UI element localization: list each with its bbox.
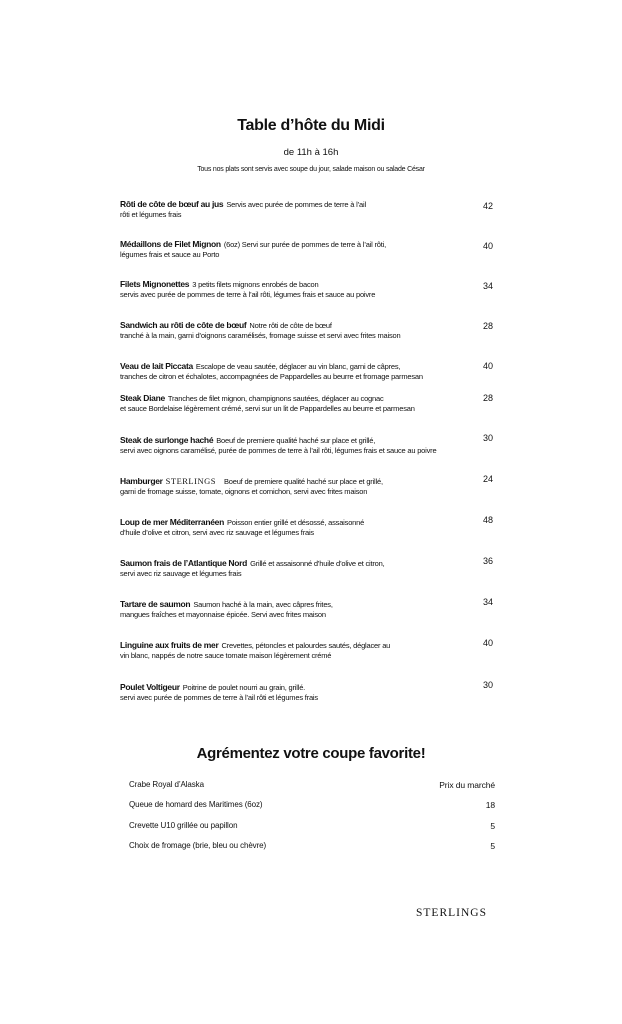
addon-price: 5 bbox=[490, 841, 495, 851]
menu-item bbox=[120, 558, 520, 579]
menu-item bbox=[120, 320, 520, 341]
dish-price: 42 bbox=[483, 201, 494, 211]
addon-price: Prix du marché bbox=[439, 780, 495, 790]
menu-item bbox=[120, 517, 520, 538]
dish-description: Boeuf de premiere qualité haché sur place et grillé, bbox=[216, 436, 376, 445]
dish-price: 40 bbox=[483, 638, 494, 648]
dish-description-cont: et sauce Bordelaise légèrement crémé, servi sur un lit de Pappardelles au beurre et parmesan bbox=[120, 404, 415, 413]
addon-price: 5 bbox=[490, 821, 495, 831]
dish-description: Poitrine de poulet nourri au grain, grillé. bbox=[182, 683, 306, 692]
dish-description: Grillé et assaisonné d’huile d’olive et citron, bbox=[250, 559, 385, 568]
dish-price: 24 bbox=[483, 474, 494, 484]
addon-item bbox=[129, 841, 495, 850]
dish-price: 40 bbox=[483, 241, 494, 251]
dish-description-cont: mangues fraîches et mayonnaise épicée. Servi avec frites maison bbox=[120, 610, 326, 619]
dish-description-cont: tranché à la main, garni d’oignons caramélisés, fromage suisse et servi avec frites maison bbox=[120, 331, 401, 340]
dish-description-cont: servis avec purée de pommes de terre à l’ail rôti, légumes frais et sauce au poivre bbox=[120, 290, 376, 299]
addon-price: 18 bbox=[485, 800, 495, 810]
dish-price: 34 bbox=[483, 597, 494, 607]
dish-name: Saumon frais de l’Atlantique Nord bbox=[120, 558, 248, 568]
dish-name: Linguine aux fruits de mer bbox=[120, 640, 219, 650]
dish-price: 34 bbox=[483, 281, 494, 291]
service-hours: de 11h à 16h bbox=[283, 147, 339, 158]
menu-item bbox=[120, 599, 520, 620]
dish-description-cont: tranches de citron et échalotes, accompagnées de Pappardelles au beurre et fromage parmesan bbox=[120, 372, 423, 381]
menu-item bbox=[120, 476, 520, 497]
addon-name: Queue de homard des Maritimes (6oz) bbox=[129, 800, 263, 809]
dish-name: Filets Mignonettes bbox=[120, 279, 190, 289]
menu-item bbox=[120, 682, 520, 703]
dish-description-cont: vin blanc, nappés de notre sauce tomate maison légèrement crémé bbox=[120, 651, 332, 660]
dish-name: Steak de surlonge haché bbox=[120, 435, 214, 445]
dish-price: 30 bbox=[483, 433, 494, 443]
menu-item bbox=[120, 361, 520, 382]
dish-price: 28 bbox=[483, 321, 494, 331]
dish-name: Poulet Voltigeur bbox=[120, 682, 180, 692]
dish-description-cont: rôti et légumes frais bbox=[120, 210, 182, 219]
dish-description-cont: servi avec oignons caramélisé, purée de pommes de terre à l’ail rôti, légumes frais et sauce au poivre bbox=[120, 446, 437, 455]
soup-salad-note: Tous nos plats sont servis avec soupe du jour, salade maison ou salade César bbox=[197, 166, 425, 173]
dish-description: Escalope de veau sautée, déglacer au vin blanc, garni de câpres, bbox=[195, 362, 401, 371]
addon-name: Crabe Royal d’Alaska bbox=[129, 780, 204, 789]
addons-heading: Agrémentez votre coupe favorite! bbox=[196, 745, 426, 762]
addon-name: Crevette U10 grillée ou papillon bbox=[129, 821, 238, 830]
dish-name: Rôti de côte de bœuf au jus bbox=[120, 199, 224, 209]
dish-name: Hamburger bbox=[120, 476, 163, 486]
dish-description: Saumon haché à la main, avec câpres frites, bbox=[193, 600, 333, 609]
dish-description: Notre rôti de côte de bœuf bbox=[249, 321, 332, 330]
dish-name: Tartare de saumon bbox=[120, 599, 191, 609]
dish-description: Servis avec purée de pommes de terre à l’ail bbox=[226, 200, 366, 209]
dish-description-cont: garni de fromage suisse, tomate, oignons et cornichon, servi avec frites maison bbox=[120, 487, 368, 496]
dish-price: 40 bbox=[483, 361, 494, 371]
addon-item bbox=[129, 780, 495, 789]
addon-name: Choix de fromage (brie, bleu ou chèvre) bbox=[129, 841, 267, 850]
dish-price: 48 bbox=[483, 515, 494, 525]
dish-description: 3 petits filets mignons enrobés de bacon bbox=[192, 280, 319, 289]
dish-price: 30 bbox=[483, 680, 494, 690]
dish-name: Médaillons de Filet Mignon bbox=[120, 239, 221, 249]
dish-name: Veau de lait Piccata bbox=[120, 361, 193, 371]
dish-name: Sandwich au rôti de côte de bœuf bbox=[120, 320, 247, 330]
brand-wordmark: STERLINGS bbox=[165, 476, 216, 486]
dish-description: Crevettes, pétoncles et palourdes sautés, déglacer au bbox=[221, 641, 391, 650]
menu-item bbox=[120, 199, 520, 220]
dish-name: Loup de mer Méditerranéen bbox=[120, 517, 224, 527]
menu-item bbox=[120, 435, 520, 456]
menu-item bbox=[120, 279, 520, 300]
addon-item bbox=[129, 821, 495, 830]
menu-item bbox=[120, 640, 520, 661]
dish-description: (6oz) Servi sur purée de pommes de terre à l’ail rôti, bbox=[223, 240, 386, 249]
dish-description: Tranches de filet mignon, champignons sautées, déglacer au cognac bbox=[167, 394, 384, 403]
dish-name: Steak Diane bbox=[120, 393, 165, 403]
addon-item bbox=[129, 800, 495, 809]
dish-price: 36 bbox=[483, 556, 494, 566]
dish-description-cont: servi avec riz sauvage et légumes frais bbox=[120, 569, 242, 578]
dish-description: Poisson entier grillé et désossé, assaisonné bbox=[226, 518, 365, 527]
brand-logo: STERLINGS bbox=[416, 907, 487, 919]
dish-description-cont: d’huile d’olive et citron, servi avec riz sauvage et légumes frais bbox=[120, 528, 314, 537]
menu-item bbox=[120, 239, 520, 260]
dish-description: Boeuf de premiere qualité haché sur place et grillé, bbox=[223, 477, 383, 486]
menu-item bbox=[120, 393, 520, 414]
page-title: Table d’hôte du Midi bbox=[237, 117, 385, 134]
dish-price: 28 bbox=[483, 393, 494, 403]
dish-description-cont: légumes frais et sauce au Porto bbox=[120, 250, 220, 259]
dish-description-cont: servi avec purée de pommes de terre à l’ail rôti et légumes frais bbox=[120, 693, 318, 702]
